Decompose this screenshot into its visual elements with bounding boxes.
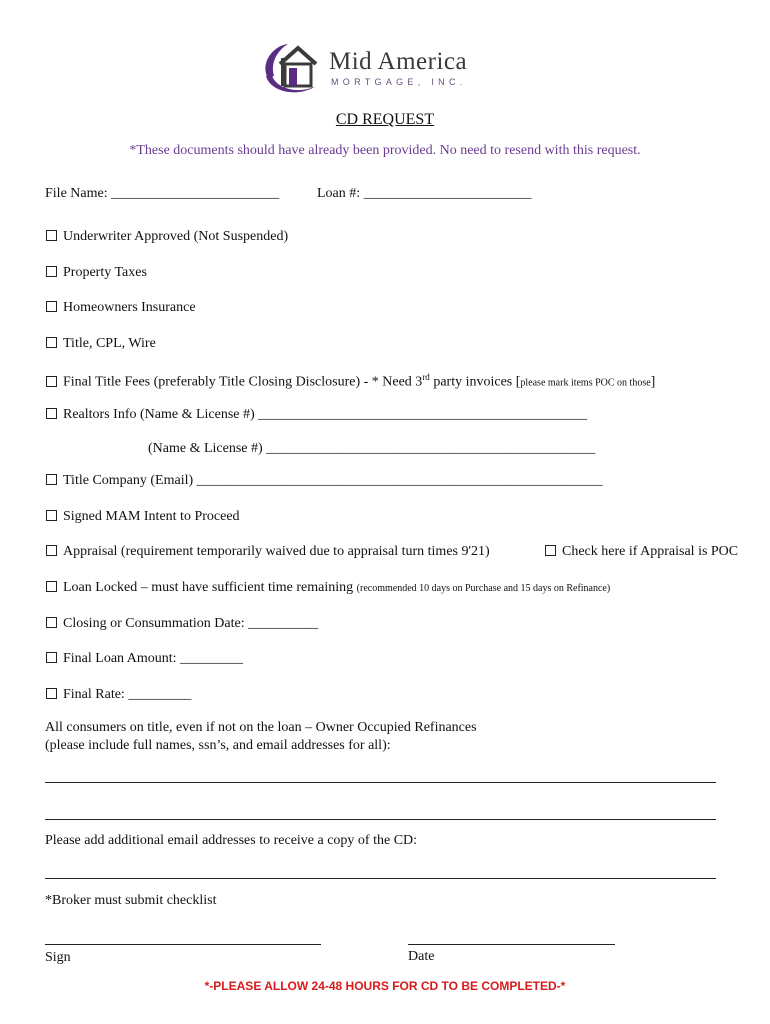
- title-cpl-label: Title, CPL, Wire: [63, 336, 156, 351]
- signed-mam-label: Signed MAM Intent to Proceed: [63, 509, 240, 524]
- page-title: CD REQUEST: [335, 111, 435, 128]
- loan-number-field[interactable]: Loan #: ________________________: [317, 186, 532, 201]
- item-title-company: [46, 473, 603, 489]
- final-title-small-note: please mark items POC on those: [520, 377, 651, 389]
- consumers-line-1: All consumers on title, even if not on the loan – Owner Occupied Refinances: [45, 720, 477, 735]
- item-loan-locked: [46, 580, 610, 596]
- item-title-cpl: [46, 336, 156, 352]
- additional-emails-label: Please add additional email addresses to receive a copy of the CD:: [45, 833, 418, 848]
- property-taxes-checkbox[interactable]: [46, 266, 57, 277]
- consumers-entry-line-1[interactable]: [45, 782, 716, 783]
- title-cpl-checkbox[interactable]: [46, 337, 57, 348]
- item-underwriter: [46, 229, 288, 245]
- loan-locked-small-note: (recommended 10 days on Purchase and 15 days on Refinance): [356, 583, 611, 594]
- final-title-checkbox[interactable]: [46, 376, 57, 387]
- instruction-note: *These documents should have already been provided. No need to resend with this request.: [129, 143, 641, 158]
- item-homeowners: [46, 300, 196, 316]
- realtors-label[interactable]: Realtors Info (Name & License #) _______________________________________________: [63, 407, 588, 422]
- consumers-line-2: (please include full names, ssn’s, and email addresses for all):: [45, 738, 391, 753]
- final-amount-label[interactable]: Final Loan Amount: _________: [63, 651, 244, 666]
- closing-date-label[interactable]: Closing or Consummation Date: __________: [63, 616, 319, 631]
- item-property-taxes: [46, 265, 147, 281]
- final-amount-checkbox[interactable]: [46, 652, 57, 663]
- consumers-entry-line-2[interactable]: [45, 819, 716, 820]
- final-rate-checkbox[interactable]: [46, 688, 57, 699]
- appraisal-checkbox[interactable]: [46, 545, 57, 556]
- homeowners-checkbox[interactable]: [46, 301, 57, 312]
- item-final-amount: [46, 651, 243, 667]
- final-title-label: Final Title Fees (preferably Title Closing Disclosure) - * Need 3: [63, 374, 423, 390]
- additional-emails-entry-line[interactable]: [45, 878, 716, 879]
- homeowners-label: Homeowners Insurance: [63, 300, 196, 315]
- brand-subname: MORTGAGE, INC.: [331, 77, 467, 87]
- company-logo: [258, 38, 508, 98]
- signed-mam-checkbox[interactable]: [46, 510, 57, 521]
- realtors-second-line[interactable]: (Name & License #) _______________________________________________: [148, 441, 596, 456]
- file-name-field[interactable]: File Name: ________________________: [45, 186, 280, 201]
- loan-locked-label: Loan Locked – must have sufficient time remaining: [63, 580, 357, 595]
- item-realtors: [46, 407, 587, 423]
- item-final-title-fees: [46, 372, 655, 391]
- appraisal-poc-checkbox[interactable]: [545, 545, 556, 556]
- date-label: Date: [408, 949, 435, 964]
- underwriter-checkbox[interactable]: [46, 230, 57, 241]
- final-title-superscript: rd: [422, 372, 430, 382]
- brand-name: Mid America: [329, 48, 468, 75]
- underwriter-label: Underwriter Approved (Not Suspended): [63, 229, 289, 244]
- final-rate-label[interactable]: Final Rate: _________: [63, 687, 192, 702]
- house-logo-icon: [258, 38, 330, 98]
- item-appraisal-poc: [545, 544, 738, 560]
- broker-note: *Broker must submit checklist: [45, 893, 217, 908]
- title-company-checkbox[interactable]: [46, 474, 57, 485]
- appraisal-poc-label: Check here if Appraisal is POC: [562, 544, 739, 559]
- property-taxes-label: Property Taxes: [63, 265, 147, 280]
- item-signed-mam: [46, 509, 240, 525]
- footer-notice: *-PLEASE ALLOW 24-48 HOURS FOR CD TO BE COMPLETED-*: [204, 979, 566, 993]
- item-appraisal: [46, 544, 490, 560]
- item-closing-date: [46, 616, 318, 632]
- item-final-rate: [46, 687, 191, 703]
- closing-date-checkbox[interactable]: [46, 617, 57, 628]
- sign-line[interactable]: [45, 944, 321, 945]
- loan-locked-checkbox[interactable]: [46, 581, 57, 592]
- sign-label: Sign: [45, 950, 71, 965]
- final-title-label-cont: party invoices [: [429, 374, 521, 390]
- date-line[interactable]: [408, 944, 615, 945]
- appraisal-label: Appraisal (requirement temporarily waived due to appraisal turn times 9'21): [63, 544, 490, 559]
- title-company-label[interactable]: Title Company (Email) __________________________________________________________: [63, 473, 603, 488]
- realtors-checkbox[interactable]: [46, 408, 57, 419]
- final-title-bracket: ]: [650, 374, 656, 390]
